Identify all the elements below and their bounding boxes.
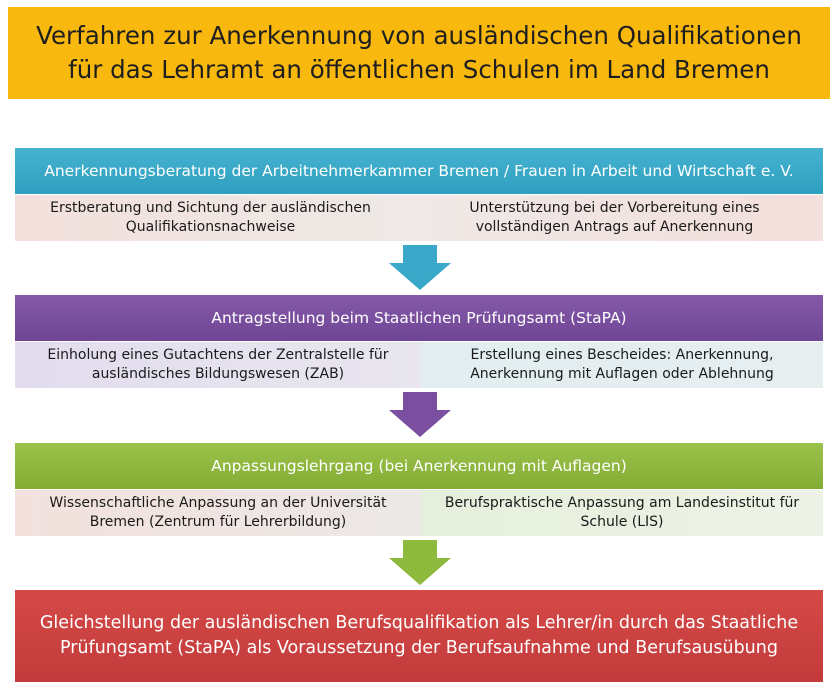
title-line-1: Verfahren zur Anerkennung von ausländischen Qualifikationen [36, 21, 802, 50]
step2-header-text: Antragstellung beim Staatlichen Prüfungsamt (StaPA) [211, 309, 627, 327]
step1-left-line-2: Qualifikationsnachweise [125, 219, 296, 235]
step2-right-box [421, 342, 823, 388]
step1-left-box [15, 195, 406, 241]
step1-right-line-1: Unterstützung bei der Vorbereitung eines [469, 200, 760, 216]
step1-header-text: Anerkennungsberatung der Arbeitnehmerkammer Bremen / Frauen in Arbeit und Wirtschaft e. V. [44, 162, 794, 180]
step2-right-line-1: Erstellung eines Bescheides: Anerkennung, [470, 347, 774, 363]
step1-left-line-1: Erstberatung und Sichtung der ausländischen [50, 200, 371, 216]
title-line-2: für das Lehramt an öffentlichen Schulen im Land Bremen [68, 55, 770, 84]
step2-left-line-1: Einholung eines Gutachtens der Zentralstelle für [47, 347, 389, 363]
final-line-1: Gleichstellung der ausländischen Berufsqualifikation als Lehrer/in durch das Staatliche [39, 613, 799, 633]
step2-right-line-2: Anerkennung mit Auflagen oder Ablehnung [470, 366, 774, 382]
step2-header [15, 295, 823, 341]
arrow-down-icon [389, 392, 451, 437]
arrow-down-icon [389, 245, 451, 290]
final-result-box [15, 590, 823, 682]
step2-left-line-2: ausländisches Bildungswesen (ZAB) [91, 366, 345, 382]
final-line-2: Prüfungsamt (StaPA) als Voraussetzung der Berufsaufnahme und Berufsausübung [60, 638, 778, 658]
step3-right-line-1: Berufspraktische Anpassung am Landesinstitut für [444, 495, 800, 511]
step3-left-line-1: Wissenschaftliche Anpassung an der Universität [49, 495, 387, 511]
step1-right-line-2: vollständigen Antrags auf Anerkennung [475, 219, 754, 235]
arrow-down-icon [389, 540, 451, 585]
step3-header-text: Anpassungslehrgang (bei Anerkennung mit Auflagen) [211, 457, 627, 475]
step3-header [15, 443, 823, 489]
step2-left-box [15, 342, 421, 388]
step3-right-box [421, 490, 823, 536]
diagram-title [8, 7, 830, 99]
step1-header [15, 148, 823, 194]
step3-right-line-2: Schule (LIS) [580, 514, 664, 530]
step1-right-box [406, 195, 823, 241]
step3-left-box [15, 490, 421, 536]
step3-left-line-2: Bremen (Zentrum für Lehrerbildung) [89, 514, 347, 530]
